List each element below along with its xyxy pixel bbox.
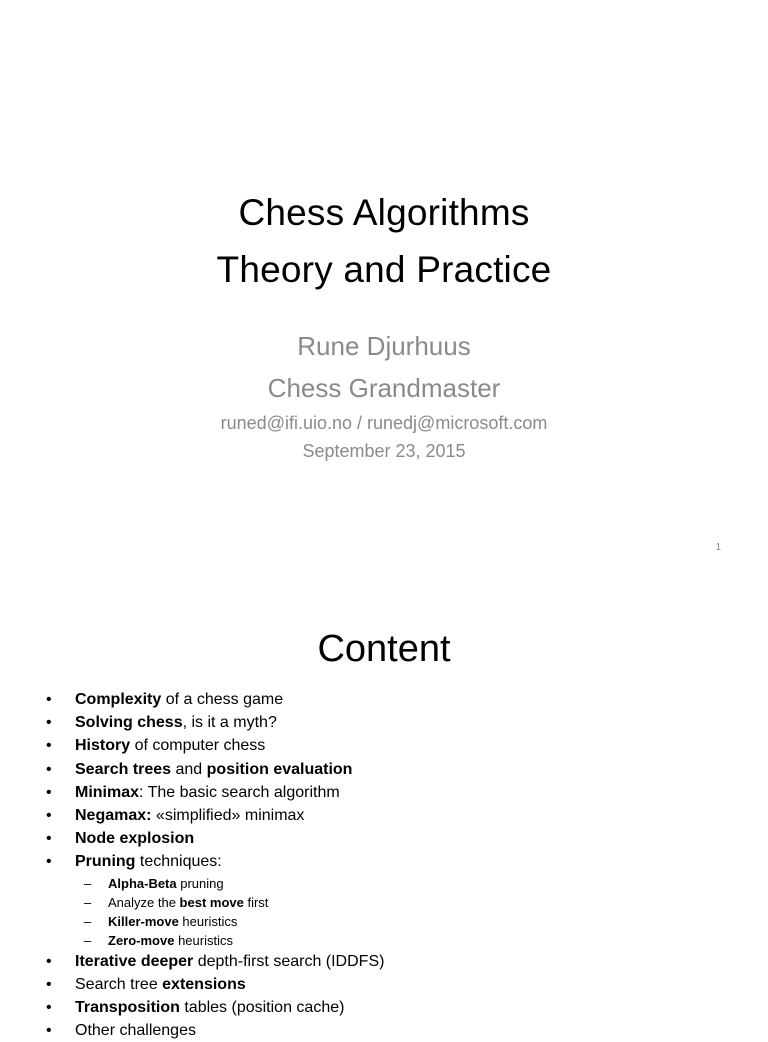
bullet-item: • Iterative deeper depth-first search (IDDFS) [0,950,384,973]
bullet-item: • Pruning techniques: [0,850,384,873]
content-title: Content [317,628,451,670]
bullet-item: • Node explosion [0,827,384,850]
content-slide [0,576,768,1040]
bullet-item: • Complexity of a chess game [0,688,384,711]
bullet-item: • Transposition tables (position cache) [0,996,384,1019]
slide-title-line-2: Theory and Practice [216,249,552,290]
bullet-item: • Search tree extensions [0,973,384,996]
bullet-item: • Other challenges [0,1019,384,1042]
sub-bullet-item: – Analyze the best move first [0,893,384,912]
sub-bullet-item: – Alpha-Beta pruning [0,874,384,893]
bullet-item: • Search trees and position evaluation [0,758,384,781]
content-bullet-list [0,688,384,1042]
presentation-date: September 23, 2015 [302,441,466,461]
bullet-item: • Minimax: The basic search algorithm [0,781,384,804]
page-number: 1 [715,542,721,553]
bullet-item: • History of computer chess [0,734,384,757]
author-email: runed@ifi.uio.no / runedj@microsoft.com [220,413,548,433]
sub-bullet-item: – Zero-move heuristics [0,931,384,950]
author-name: Rune Djurhuus [297,331,471,361]
bullet-item: • Solving chess, is it a myth? [0,711,384,734]
author-role: Chess Grandmaster [267,373,501,403]
bullet-item: • Negamax: «simplified» minimax [0,804,384,827]
sub-bullet-item: – Killer-move heuristics [0,912,384,931]
slide-title-line-1: Chess Algorithms [238,192,530,233]
